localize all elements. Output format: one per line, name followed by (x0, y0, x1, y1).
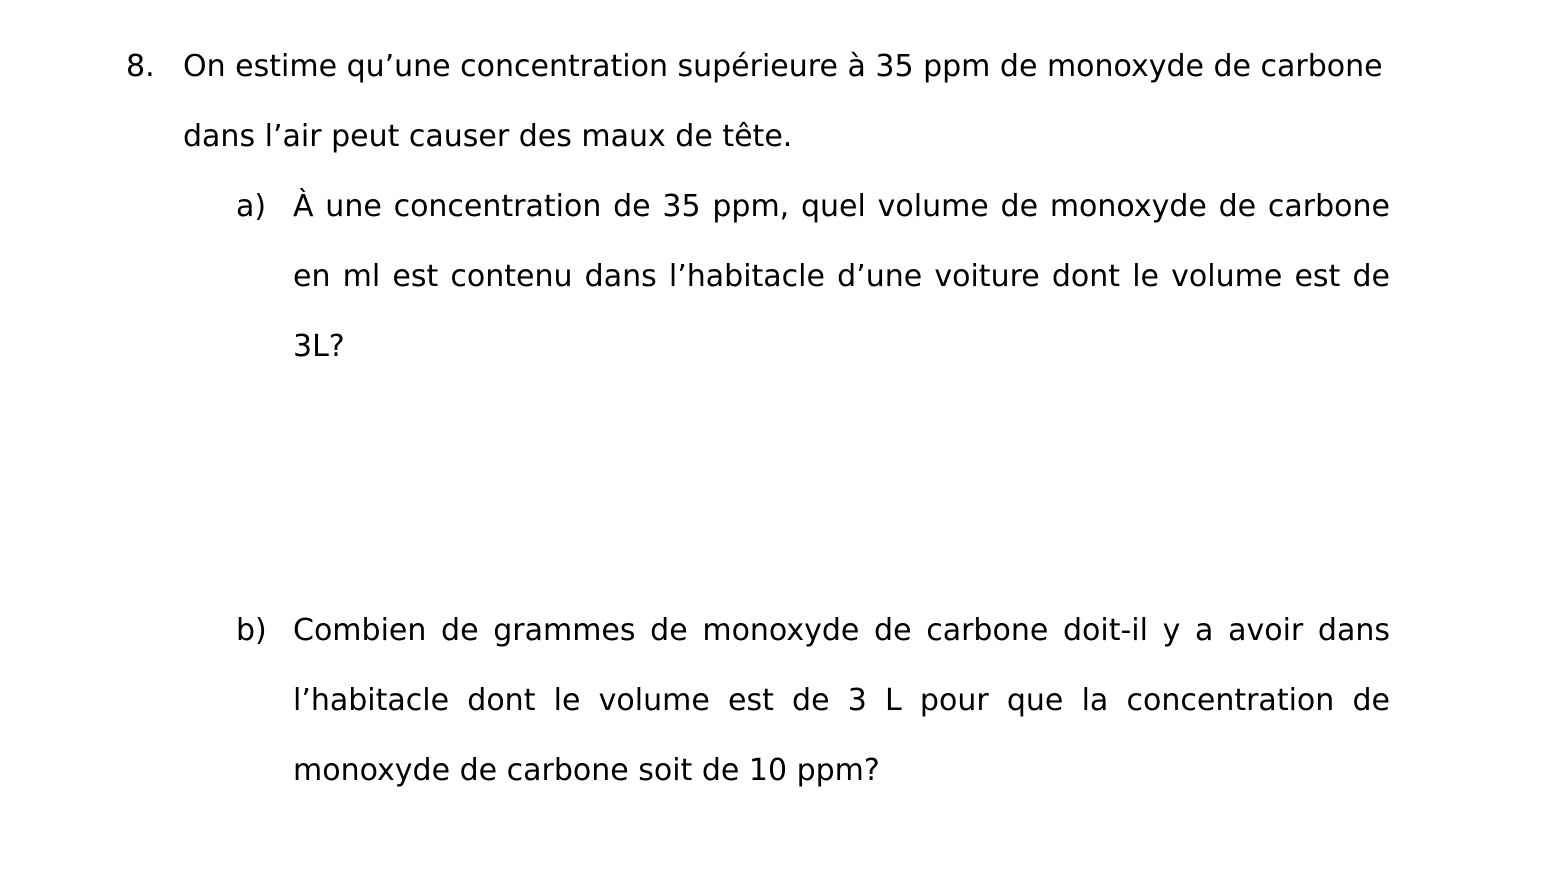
sub-question-letter: a) (236, 189, 267, 224)
question-8 (126, 32, 1390, 172)
sub-question-a (236, 172, 1390, 382)
sub-question-text: Combien de grammes de monoxyde de carbone doit-il y a avoir dans l’habitacle dont le volume est de 3 L pour que la concentration de monoxyde de carbone soit de 10 ppm? (293, 613, 1390, 788)
question-number: 8. (126, 49, 155, 84)
sub-question-b (236, 596, 1390, 806)
sub-question-text: À une concentration de 35 ppm, quel volume de monoxyde de carbone en ml est contenu dans l’habitacle d’une voiture dont le volume est de 3L? (293, 189, 1390, 364)
question-text: On estime qu’une concentration supérieure à 35 ppm de monoxyde de carbone dans l’air peut causer des maux de tête. (183, 49, 1383, 154)
sub-question-letter: b) (236, 613, 267, 648)
